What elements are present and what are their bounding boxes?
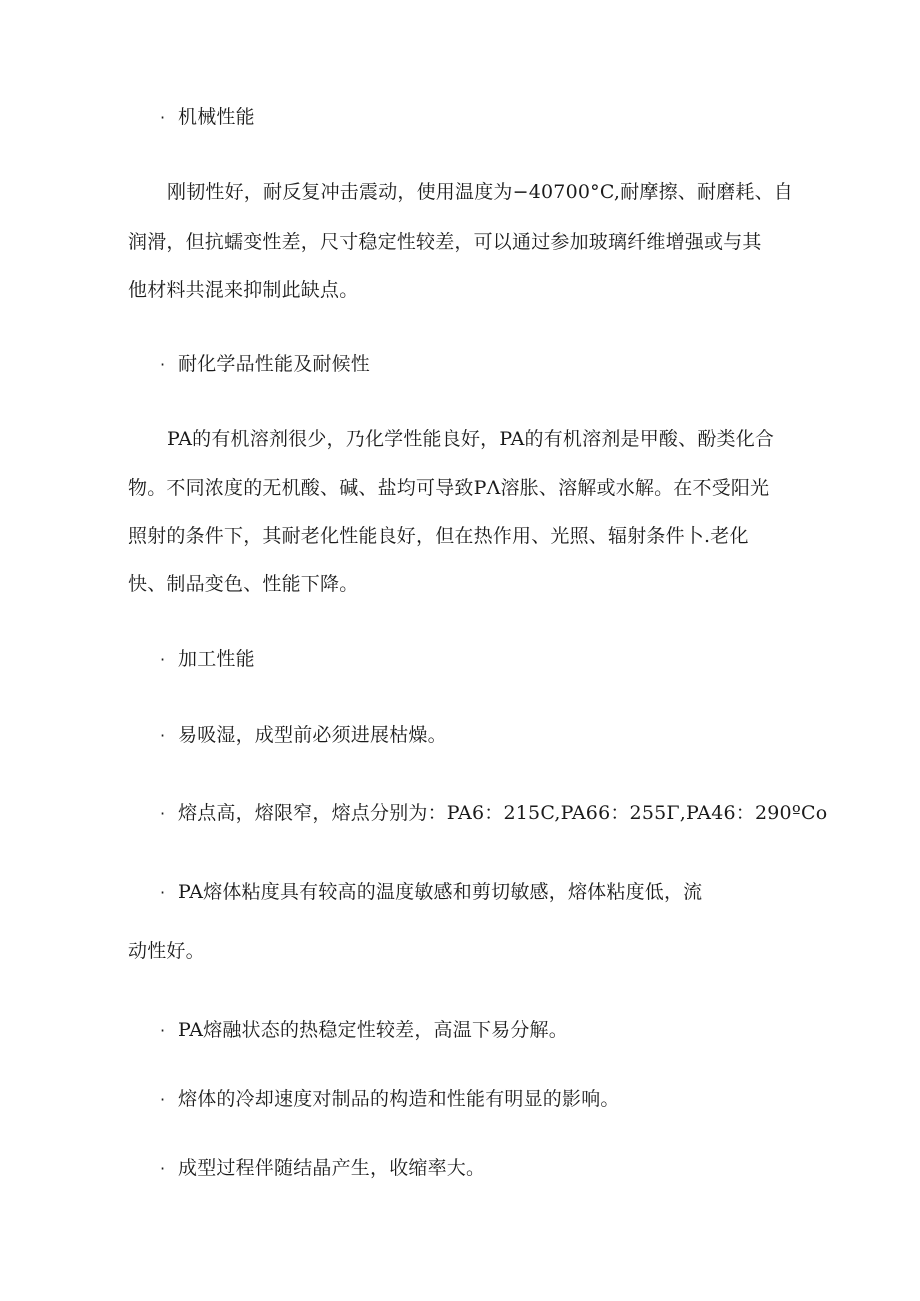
paragraph-line: 润滑，但抗蠕变性差，尺寸稳定性较差，可以通过参加玻璃纤维增强或与其 [128,231,762,253]
paragraph-line: 快、制品变色、性能下降。 [128,573,359,595]
section-heading-mechanical [160,105,255,130]
bullet-icon: · [160,650,166,669]
list-item-text: 熔体的冷却速度对制品的构造和性能有明显的影响。 [178,1088,620,1110]
section-heading-chemical [160,352,370,377]
list-item-continuation: 动性好。 [128,940,205,962]
paragraph-line: PA的有机溶剂很少，乃化学性能良好，PA的有机溶剂是甲酸、酚类化合 [167,428,775,450]
list-item [160,1087,620,1112]
heading-text: 加工性能 [178,648,255,670]
list-item [160,723,447,748]
paragraph-line: 刚韧性好，耐反复冲击震动，使用温度为−40700°C,耐摩擦、耐磨耗、自 [167,181,793,203]
bullet-icon: · [160,108,166,127]
list-item [160,1156,485,1181]
list-item-text: PA熔体粘度具有较高的温度敏感和剪切敏感，熔体粘度低，流 [178,881,703,903]
list-item-text: 易吸湿，成型前必须进展枯燥。 [178,724,447,746]
paragraph-line: 物。不同浓度的无机酸、碱、盐均可导致PΛ溶胀、溶解或水解。在不受阳光 [128,477,770,499]
bullet-icon: · [160,355,166,374]
bullet-icon: · [160,1090,166,1109]
list-item [160,1018,568,1043]
list-item-text: PA熔融状态的热稳定性较差，高温下易分解。 [178,1019,568,1041]
bullet-icon: · [160,804,166,823]
bullet-icon: · [160,1021,166,1040]
list-item-text: 成型过程伴随结晶产生，收缩率大。 [178,1157,486,1179]
list-item [160,801,827,826]
bullet-icon: · [160,883,166,902]
section-heading-processing [160,647,255,672]
list-item [160,880,702,905]
heading-text: 机械性能 [178,106,255,128]
list-item-text: 熔点高，熔限窄，熔点分别为：PA6：215C,PA66：255Γ,PA46：290ºCo [178,802,828,824]
bullet-icon: · [160,1159,166,1178]
bullet-icon: · [160,726,166,745]
paragraph-line: 照射的条件下，其耐老化性能良好，但在热作用、光照、辐射条件卜.老化 [128,525,749,547]
heading-text: 耐化学品性能及耐候性 [178,353,371,375]
paragraph-line: 他材料共混来抑制此缺点。 [128,279,359,301]
